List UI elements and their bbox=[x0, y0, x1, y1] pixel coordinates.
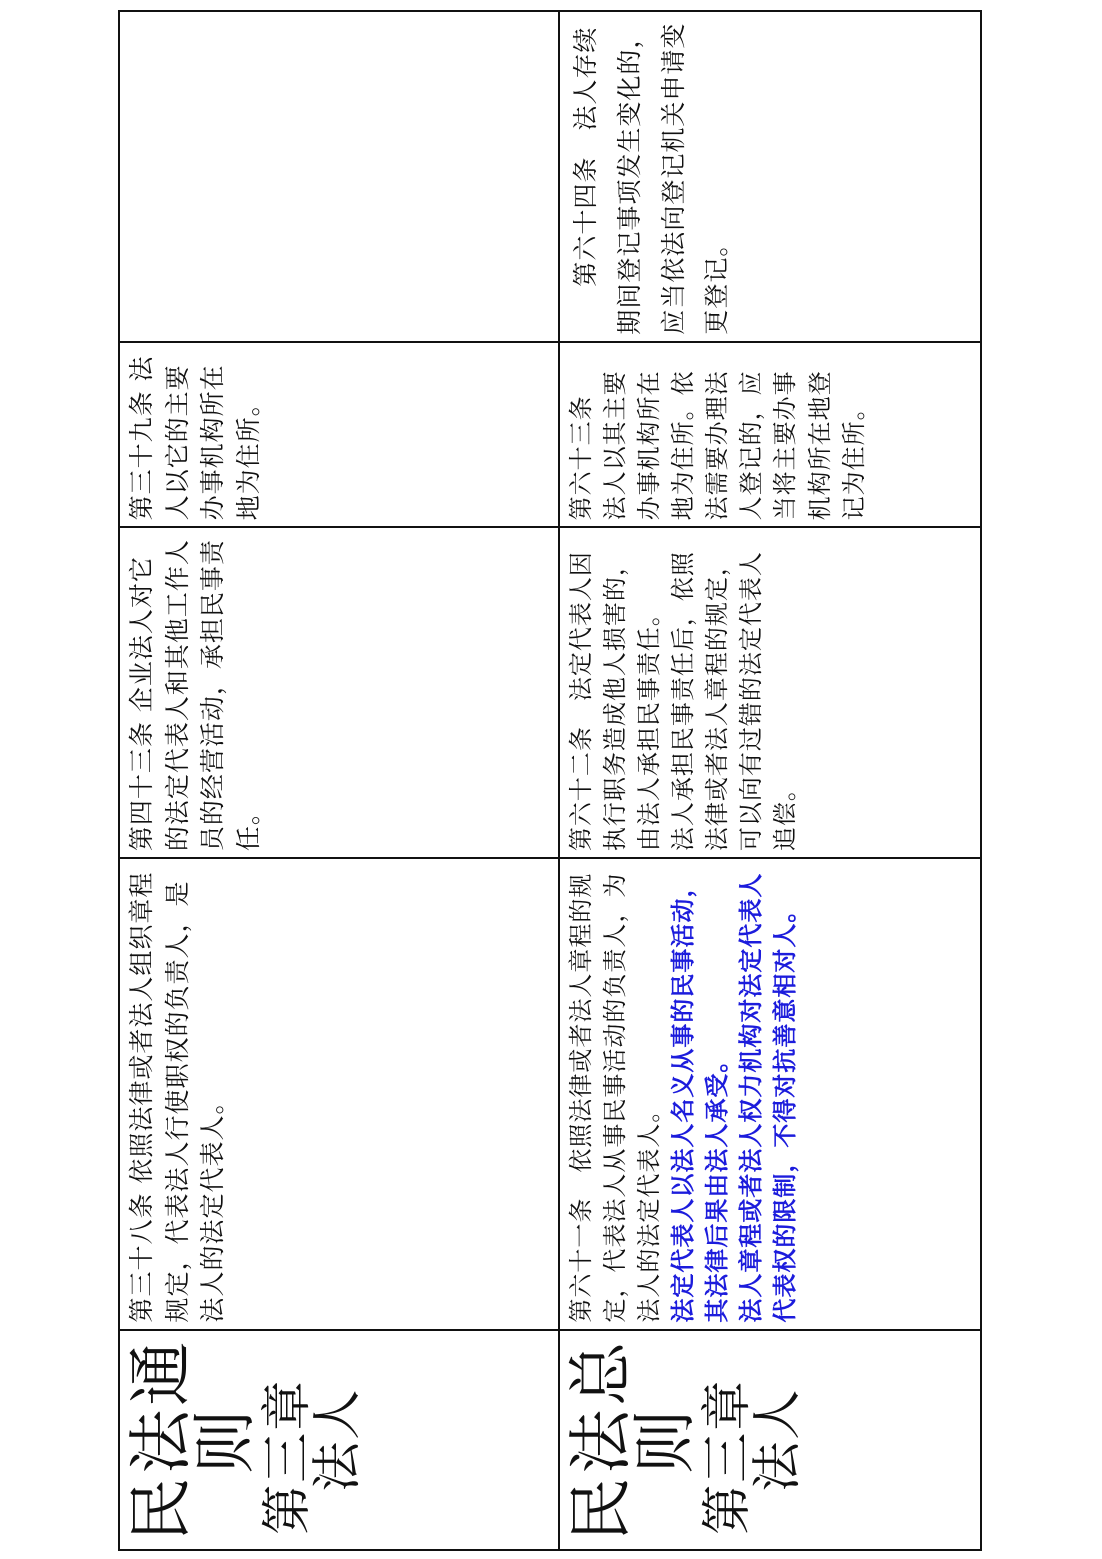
law-comparison-table bbox=[118, 10, 982, 1551]
right-article-62 bbox=[559, 527, 981, 858]
right-header-cell bbox=[559, 1330, 981, 1550]
article-text: 第三十八条 依照法律或者法人组织章程规定，代表法人行使职权的负责人，是法人的法定代表人。 bbox=[127, 871, 227, 1323]
right-article-61 bbox=[559, 858, 981, 1329]
left-law-title: 民法通则 bbox=[125, 1337, 263, 1542]
article-text: 第三十九条 法人以它的主要办事机构所在地为住所。 bbox=[127, 355, 263, 521]
right-chapter-name: 法人 bbox=[748, 1387, 806, 1492]
article-text: 第六十四条 法人存续期间登记事项发生变化的，应当依法向登记机关申请变更登记。 bbox=[571, 22, 732, 335]
left-chapter-number: 第三章 bbox=[258, 1378, 316, 1535]
right-article-64 bbox=[559, 11, 981, 342]
right-article-63 bbox=[559, 342, 981, 528]
highlighted-text: 法定代表人以法人名义从事的民事活动，其法律后果由法人承受。 bbox=[669, 872, 732, 1323]
article-text: 第四十三条 企业法人对它的法定代表人和其他工作人员的经营活动，承担民事责任。 bbox=[127, 539, 263, 852]
left-article-38 bbox=[119, 858, 559, 1329]
left-law-row bbox=[119, 11, 559, 1550]
article-text: 第六十二条 法定代表人因执行职务造成他人损害的，由法人承担民事责任。 bbox=[567, 551, 664, 852]
article-text: 第六十三条 法人以其主要办事机构所在地为住所。依法需要办理法人登记的，应当将主要办事机构所在地登记为住所。 bbox=[567, 370, 868, 521]
right-chapter-number: 第三章 bbox=[698, 1378, 756, 1535]
right-law-row bbox=[559, 11, 981, 1550]
article-text: 法人承担民事责任后，依照法律或者法人章程的规定，可以向有过错的法定代表人追偿。 bbox=[669, 551, 800, 852]
left-chapter-heading bbox=[258, 1337, 366, 1543]
highlighted-text: 法人章程或者法人权力机构对法定代表人代表权的限制，不得对抗善意相对人。 bbox=[737, 872, 800, 1323]
right-chapter-heading bbox=[698, 1337, 806, 1543]
left-header-cell bbox=[119, 1330, 559, 1550]
left-empty-cell bbox=[119, 11, 559, 342]
right-law-title: 民法总则 bbox=[565, 1337, 703, 1542]
left-article-43 bbox=[119, 527, 559, 858]
left-article-39 bbox=[119, 342, 559, 528]
left-chapter-name: 法人 bbox=[308, 1387, 366, 1492]
article-text: 第六十一条 依照法律或者法人章程的规定，代表法人从事民事活动的负责人，为法人的法定代表人。 bbox=[567, 872, 664, 1323]
